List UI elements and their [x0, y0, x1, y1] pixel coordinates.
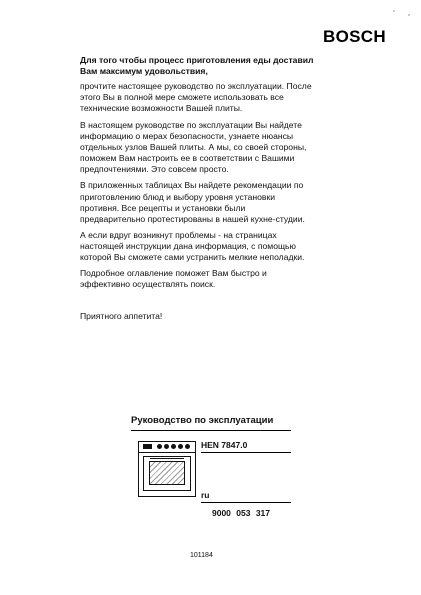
text-line: отдельных узлов Вашей плиты. А мы, со своей стороны,: [80, 142, 307, 153]
model-rule: [201, 452, 291, 453]
language-rule: [201, 502, 291, 503]
scan-mark: [393, 10, 395, 12]
text-line: В приложенных таблицах Вы найдете рекомендации по: [80, 180, 304, 191]
text-line: этого Вы в полной мере сможете использовать все: [80, 92, 284, 103]
paragraph-4: [80, 230, 380, 263]
title-rule: [131, 430, 291, 431]
text-line: эффективно осуществлять поиск.: [80, 279, 216, 290]
text-line: информацию о мерах безопасности, узнаете нюансы: [80, 131, 294, 142]
oven-knob: [171, 444, 176, 449]
footer-code: 101184: [190, 552, 213, 559]
oven-handle: [150, 458, 184, 459]
text-line: поможем Вам настроить ее в соответствии с Вашими: [80, 153, 295, 164]
oven-control-panel: [139, 442, 195, 453]
text-line: А если вдруг возникнут проблемы - на страницах: [80, 229, 277, 240]
text-line: прочтите настоящее руководство по эксплуатации. После: [80, 81, 312, 92]
paragraph-5: [80, 268, 380, 290]
text-line: В настоящем руководстве по эксплуатации Вы найдете: [80, 119, 302, 130]
oven-door: [143, 456, 191, 491]
paragraph-3: [80, 180, 380, 224]
oven-knob: [185, 444, 190, 449]
text-line: Подробное оглавление поможет Вам быстро и: [80, 268, 267, 279]
oven-display: [143, 444, 152, 449]
text-line: которой Вы сможете сами устранить мелкие неполадки.: [80, 252, 305, 262]
text-line: предварительно протестированы в нашей кухне-студии.: [80, 213, 305, 224]
intro-line: Вам максимум удовольствия,: [80, 66, 208, 77]
oven-knob: [164, 444, 169, 449]
model-number: HEN 7847.0: [201, 440, 248, 450]
text-line: настоящей инструкции дана информация, с помощью: [80, 240, 296, 251]
intro-text-block: [80, 55, 380, 322]
brand-logo: BOSCH: [323, 27, 386, 46]
oven-knob: [178, 444, 183, 449]
part-number: 9000 053 317: [212, 508, 270, 518]
text-line: приготовлению блюд и выбору уровня установки: [80, 191, 276, 202]
text-line: противня. Все рецепты и установки были: [80, 202, 246, 213]
manual-title: Руководство по эксплуатации: [131, 415, 274, 426]
language-code: ru: [201, 490, 210, 500]
closing-text: Приятного аппетита!: [80, 311, 163, 322]
oven-icon: [138, 441, 196, 497]
text-line: предпочтениями. Это совсем просто.: [80, 164, 229, 175]
intro-line: Для того чтобы процесс приготовления еды доставил: [80, 55, 314, 65]
paragraph-2: [80, 120, 380, 175]
paragraph-1: [80, 81, 380, 114]
text-line: технические возможности Вашей плиты.: [80, 103, 243, 114]
oven-window: [149, 461, 185, 485]
scan-mark: [408, 14, 410, 16]
oven-knob: [157, 444, 162, 449]
